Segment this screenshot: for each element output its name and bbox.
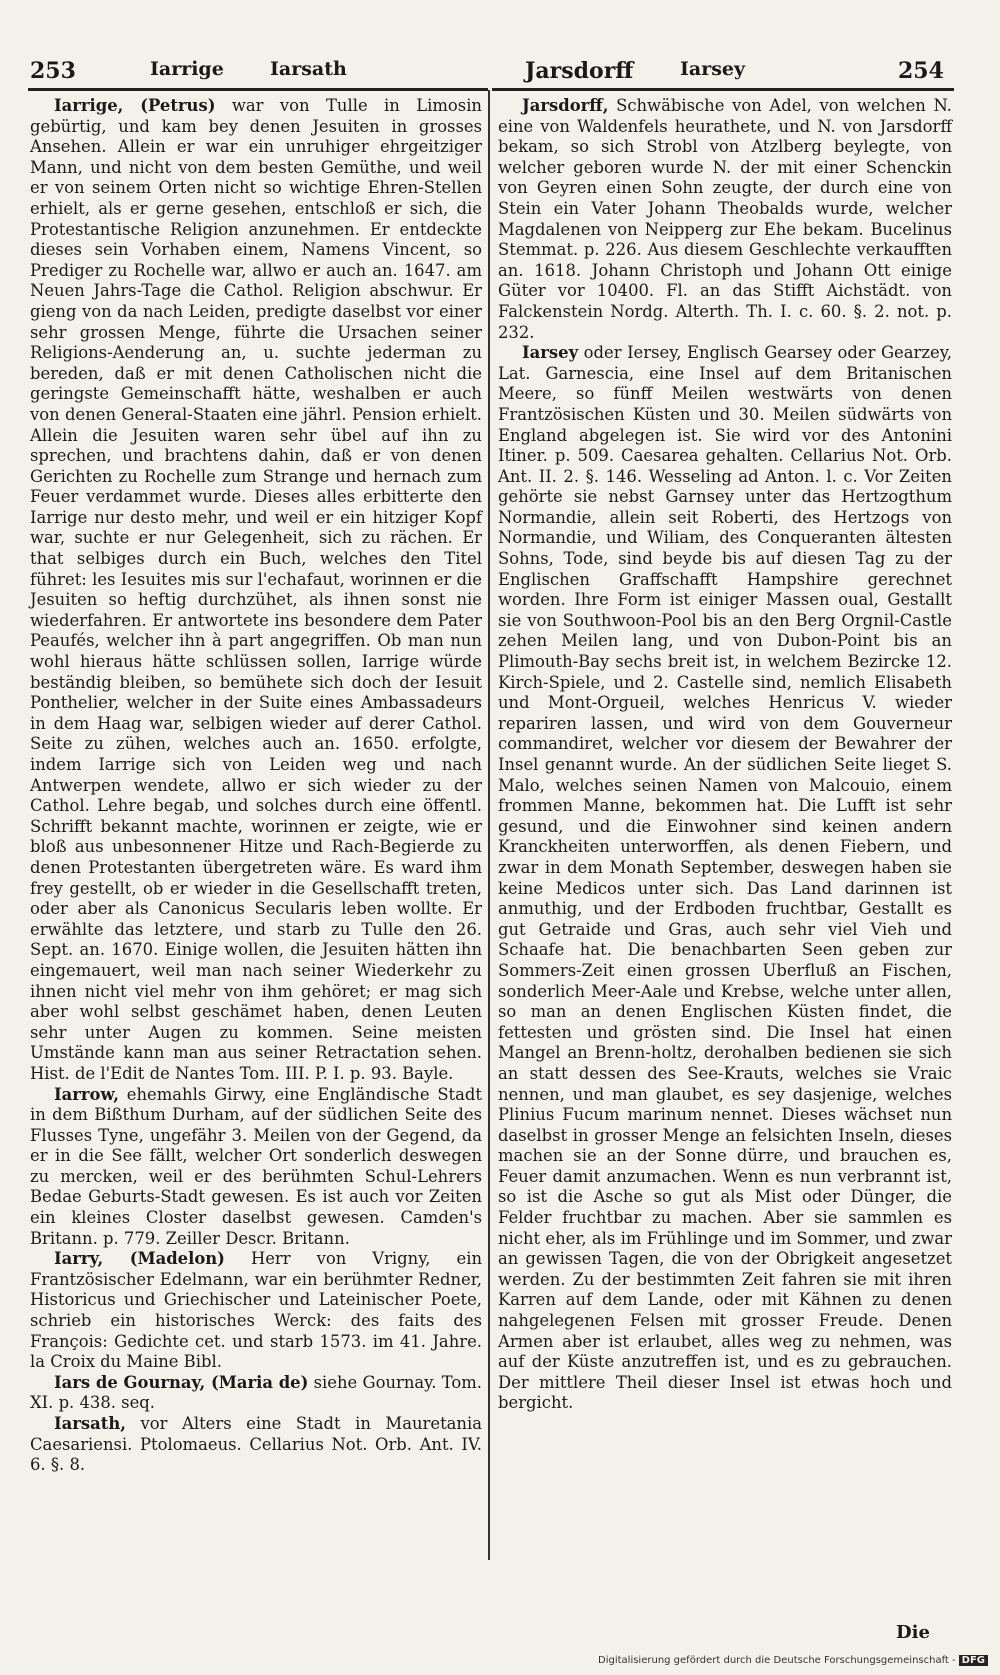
running-head-right-1: Jarsdorff bbox=[525, 58, 634, 84]
catchword: Die bbox=[896, 1622, 930, 1643]
credit-text: Digitalisierung gefördert durch die Deutsche Forschungsgemeinschaft - bbox=[598, 1655, 956, 1666]
running-head-left-2: Iarsath bbox=[270, 58, 347, 80]
header-rule-right bbox=[492, 88, 954, 91]
right-column bbox=[498, 96, 952, 1414]
article bbox=[30, 1085, 482, 1250]
article-lemma: Iarrige, (Petrus) bbox=[54, 96, 216, 115]
article-text: ehemahls Girwy, eine Engländische Stadt in dem Bißthum Durham, auf der südlichen Seite des Flusses Tyne, ungefähr 3. Meilen von der Gegend, da er in die See fällt, welcher Ort sonderlich deswegen zu mercken, weil er des berühmten Schul-Lehrers Bedae Geburts-Stadt gewesen. Es ist auch vor Zeiten ein kleines Closter daselbst gewesen. Camden's Britann. p. 779. Zeiller Descr. Britann. bbox=[30, 1084, 482, 1248]
article-lemma: Iarry, (Madelon) bbox=[54, 1249, 225, 1269]
page-number-left: 253 bbox=[30, 58, 76, 84]
dfg-logo: DFG bbox=[959, 1655, 988, 1666]
article-text: vor Alters eine Stadt in Mauretania Caesariensi. Ptolomaeus. Cellarius Not. Orb. Ant. IV. 6. §. 8. bbox=[30, 1414, 482, 1475]
article-text: oder Iersey, Englisch Gearsey oder Gearzey, Lat. Garnescia, eine Insel auf dem Britanischen Meere, so fünff Meilen westwärts von denen Frantzösischen Küsten und 30. Meilen südwärts von England abgelegen ist. Sie wird vor des Antonini Itiner. p. 509. Caesarea gehalten. Cellarius Not. Orb. Ant. II. 2. §. 146. Wesseling ad Anton. l. c. Vor Zeiten gehörte sie nebst Garnsey unter das Hertzogthum Normandie, allein seit Roberti, des Hertzogs von Normandie, und Wiliam, des Conqueranten ältesten Sohns, Tode, sind beyde bis auf diesen Tag zu der Englischen Graffschafft Hampshire gerechnet worden. Ihre Form ist einiger Massen oual, Gestallt sie von Southwoon-Pool bis an den Berg Orgnil-Castle zehen Meilen lang, und von Dubon-Point bis an Plimouth-Bay sechs breit ist, in welchem Bezircke 12. Kirch-Spiele, und 2. Castelle sind, nemlich Elisabeth und Mont-Orgueil, welches Henricus V. wieder repariren lassen, und wird von dem Gouverneur commandiret, welcher vor diesem der Bewahrer der Insel genannt wurde. An der südlichen Seite lieget S. Malo, welches seinen Namen von Malcouio, einem frommen Manne, bekommen hat. Die Lufft ist sehr gesund, und die Einwohner sind keinen andern Kranckheiten unterworffen, als denen Fiebern, und zwar in dem Monath September, deswegen haben sie keine Medicos unter sich. Das Land darinnen ist anmuthig, und der Erdboden fruchtbar, Gestallt es gut Getraide und Gras, auch sehr viel Vieh und Schaafe hat. Die benachbarten Seen geben zur Sommers-Zeit einen grossen Uberfluß an Fischen, sonderlich Meer-Aale und Krebse, welche unter allen, so man an denen Englischen Küsten findet, die fettesten und grösten sind. Die Insel hat einen Mangel an Brenn-holtz, derohalben bedienen sie sich an statt dessen des See-Krauts, welches sie Vraic nennen, und man glaubet, es sey dasjenige, welches Plinius Fucum marinum nennet. Dieses wächset nun daselbst in grosser Menge an felsichten Inseln, dieses machen sie an der Sonne dürre, und brauchen es, Feuer damit anzumachen. Wenn es nun verbrannt ist, so ist die Asche so gut als Mist oder Dünger, die Felder fruchtbar zu machen. Aber sie sammlen es nicht eher, als im Frühlinge und im Sommer, und zwar an gewissen Tagen, die von der Obrigkeit angesetzet werden. Zu der bestimmten Zeit fahren sie mit ihren Karren auf dem Lande, oder mit Kähnen zu denen nahgelegenen Felsen mit grosser Freude. Denen Armen aber ist erlaubet, alles weg zu nehmen, was auf der Küste anzutreffen ist, und es zu gebrauchen. Der mittlere Theil dieser Insel ist etwas hoch und bergicht. bbox=[498, 343, 952, 1413]
article bbox=[30, 1373, 482, 1414]
article-lemma: Iarsath, bbox=[54, 1414, 126, 1433]
article bbox=[30, 1249, 482, 1373]
article-lemma: Iarrow, bbox=[54, 1084, 119, 1104]
article-text: Schwäbische von Adel, von welchen N. eine von Waldenfels heurathete, und N. von Jarsdorff bekam, so sich Strobl von Atzlberg beylegte, von welcher geboren wurde N. der mit einer Schenckin von Geyren einen Sohn zeugte, der durch eine von Stein ein Vater Johann Theobalds wurde, welcher Magdalenen von Neipperg zur Ehe bekam. Bucelinus Stemmat. p. 226. Aus diesem Geschlechte verkaufften an. 1618. Johann Christoph und Johann Ott einige Güter vor 10400. Fl. an das Stifft Aichstädt. von Falckenstein Nordg. Alterth. Th. I. c. 60. §. 2. not. p. 232. bbox=[498, 96, 952, 342]
digitization-credit bbox=[598, 1655, 988, 1666]
article-lemma: Jarsdorff, bbox=[522, 96, 609, 115]
article bbox=[498, 96, 952, 343]
article bbox=[30, 96, 482, 1085]
page-number-right: 254 bbox=[898, 58, 944, 84]
running-head-left-1: Iarrige bbox=[150, 58, 224, 80]
article-text: Herr von Vrigny, ein Frantzösischer Edelmann, war ein berühmter Redner, Historicus und Griechischer und Lateinischer Poete, schrieb ein historisches Werck: des faits des François: Gedichte cet. und starb 1573. im 41. Jahre. la Croix du Maine Bibl. bbox=[30, 1249, 482, 1372]
article bbox=[30, 1414, 482, 1476]
article bbox=[498, 343, 952, 1414]
article-lemma: Iars de Gournay, (Maria de) bbox=[54, 1372, 309, 1392]
article-text: siehe Gournay. Tom. XI. p. 438. seq. bbox=[30, 1372, 482, 1413]
article-lemma: Iarsey bbox=[522, 343, 579, 363]
header-rule-left bbox=[28, 88, 488, 91]
running-head-right-2: Iarsey bbox=[680, 58, 746, 80]
article-text: war von Tulle in Limosin gebürtig, und kam bey denen Jesuiten in grosses Ansehen. Allein er war ein unruhiger ehrgeitziger Mann, und nicht von dem besten Gemüthe, und weil er von seinem Orten nicht so wichtige Ehren-Stellen erhielt, als er gerne gesehen, entschloß er sich, die Protestantische Religion anzunehmen. Er entdeckte dieses sein Vorhaben einem, Namens Vincent, so Prediger zu Rochelle war, allwo er auch an. 1647. am Neuen Jahrs-Tage die Cathol. Religion abschwur. Er gieng von da nach Leiden, predigte daselbst vor einer sehr grossen Menge, führte die Ursachen seiner Religions-Aenderung an, u. suchte jederman zu bereden, daß er mit denen Catholischen nicht die geringste Gemeinschafft hätte, weshalben er auch von denen General-Staaten eine jährl. Pension erhielt. Allein die Jesuiten waren sehr übel auf ihn zu sprechen, und brachtens dahin, daß er von denen Gerichten zu Rochelle zum Strange und hernach zum Feuer verdammet wurde. Dieses alles erbitterte den Iarrige nur desto mehr, und weil er ein hitziger Kopf war, suchte er nur Gelegenheit, sich zu rächen. Er that selbiges durch ein Buch, welches den Titel führet: les Iesuites mis sur l'echafaut, worinnen er die Jesuiten so heftig durchzühet, als ihnen sonst nie wiederfahren. Er antwortete ins besondere dem Pater Peaufés, welcher ihn à part angegriffen. Ob man nun wohl hieraus hätte schlüssen sollen, Iarrige würde beständig bleiben, so bemühete sich doch der Iesuit Ponthelier, welcher in der Suite eines Ambassadeurs in dem Haag war, selbigen wieder auf derer Cathol. Seite zu zühen, welches auch an. 1650. erfolgte, indem Iarrige sich von Leiden weg und nach Antwerpen wendete, allwo er sich wieder zu der Cathol. Lehre begab, und solches durch eine öffentl. Schrifft bekannt machte, worinnen er zeigte, wie er bloß aus unbesonnener Hitze und Rach-Begierde zu denen Protestanten übergetreten wäre. Es ward ihm frey gestellt, ob er wieder in die Gesellschafft treten, oder aber als Canonicus Secularis leben wollte. Er erwählte das letztere, und starb zu Tulle den 26. Sept. an. 1670. Einige wollen, die Jesuiten hätten ihn eingemauert, weil man nach seiner Wiederkehr zu ihnen nicht viel mehr von ihm gehöret; er mag sich aber wohl selbst geschämet haben, denen Leuten sehr unter Augen zu kommen. Seine meisten Umstände kann man aus seiner Retractation sehen. Hist. de l'Edit de Nantes Tom. III. P. I. p. 93. Bayle. bbox=[30, 96, 482, 1083]
column-divider bbox=[488, 90, 490, 1560]
left-column bbox=[30, 96, 482, 1476]
